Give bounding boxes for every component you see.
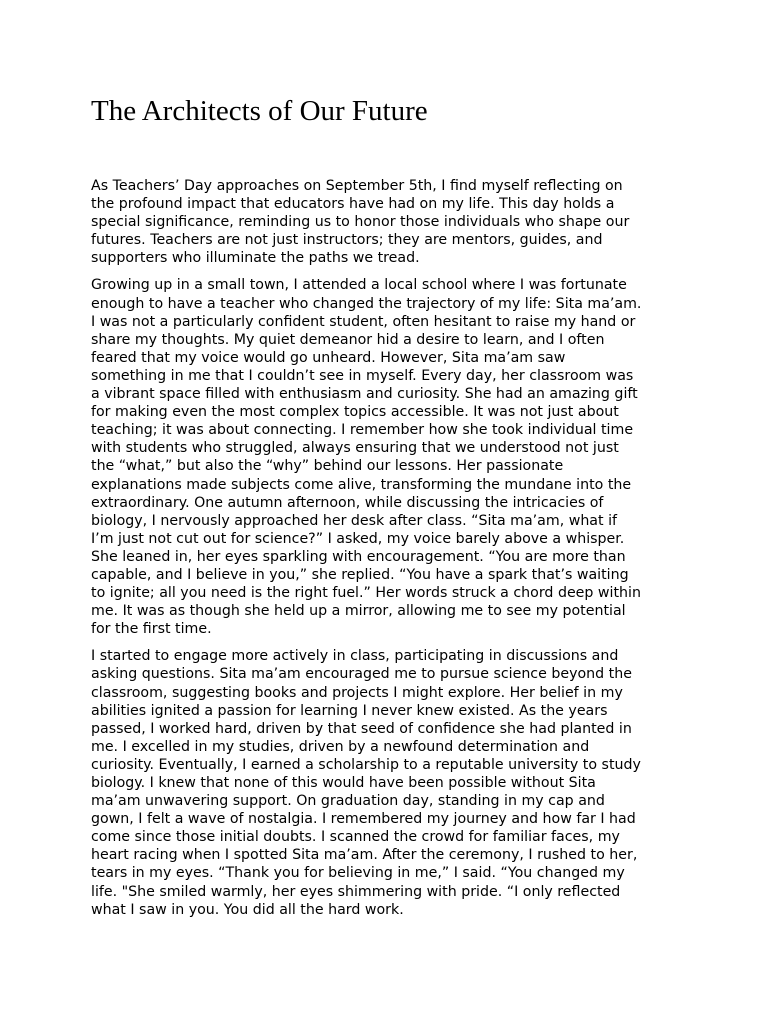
paragraph-intro: As Teachers’ Day approaches on September 5th, I find myself reflecting on the profound impact that educators have had on my life. This day holds a special significance, reminding us to honor those individuals who shape our futures. Teachers are not just instructors; they are mentors, guides, and supporters who illuminate the paths we tread. bbox=[91, 178, 630, 267]
document-title: The Architects of Our Future bbox=[91, 95, 428, 127]
paragraph-growing-up: Growing up in a small town, I attended a local school where I was fortunate enough to have a teacher who changed the trajectory of my life: Sita ma’am. I was not a particularly confident student, often hesitant to raise my hand or share my thoughts. My quiet demeanor hid a desire to learn, and I often feared that my voice would go unheard. However, Sita ma’am saw something in me that I couldn’t see in myself. Every day, her classroom was a vibrant space filled with enthusiasm and curiosity. She had an amazing gift for making even the most complex topics accessible. It was not just about teaching; it was about connecting. I remember how she took individual time with students who struggled, always ensuring that we understood not just the “what,” but also the “why” behind our lessons. Her passionate explanations made subjects come alive, transforming the mundane into the extraordinary. One autumn afternoon, while discussing the intricacies of biology, I nervously approached her desk after class. “Sita ma’am, what if I’m just not cut out for science?” I asked, my voice barely above a whisper. She leaned in, her eyes sparkling with encouragement. “You are more than capable, and I believe in you,” she replied. “You have a spark that’s waiting to ignite; all you need is the right fuel.” Her words struck a chord deep within me. It was as though she held up a mirror, allowing me to see my potential for the first time. bbox=[91, 277, 642, 638]
document-body bbox=[91, 177, 691, 928]
paragraph-engagement: I started to engage more actively in class, participating in discussions and asking questions. Sita ma’am encouraged me to pursue science beyond the classroom, suggesting books and projects I might explore. Her belief in my abilities ignited a passion for learning I never knew existed. As the years passed, I worked hard, driven by that seed of confidence she had planted in me. I excelled in my studies, driven by a newfound determination and curiosity. Eventually, I earned a scholarship to a reputable university to study biology. I knew that none of this would have been possible without Sita ma’am unwavering support. On graduation day, standing in my cap and gown, I felt a wave of nostalgia. I remembered my journey and how far I had come since those initial doubts. I scanned the crowd for familiar faces, my heart racing when I spotted Sita ma’am. After the ceremony, I rushed to her, tears in my eyes. “Thank you for believing in me,” I said. “You changed my life. "She smiled warmly, her eyes shimmering with pride. “I only reflected what I saw in you. You did all the hard work. bbox=[91, 648, 641, 918]
